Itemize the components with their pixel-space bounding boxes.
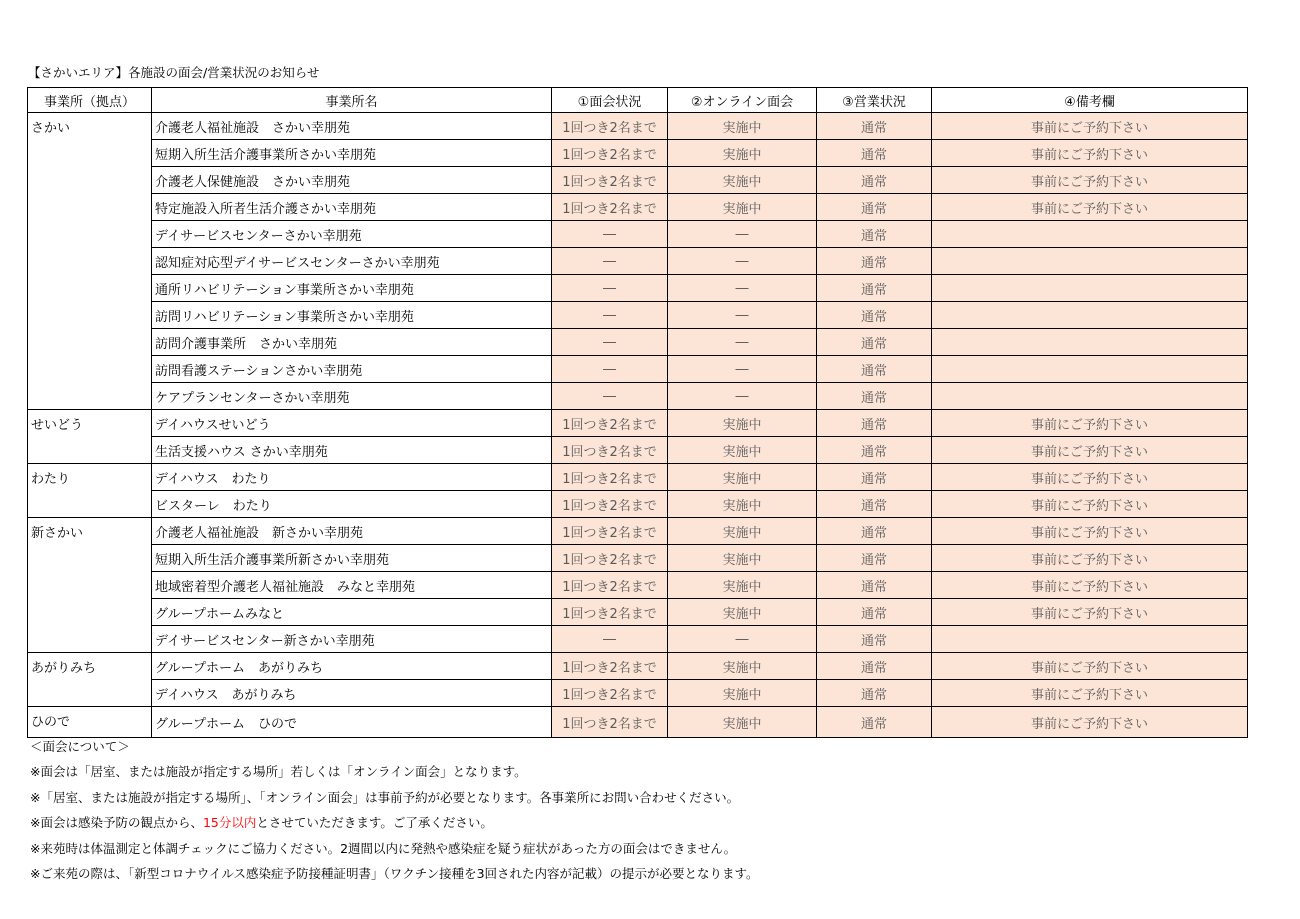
remarks-cell bbox=[932, 329, 1248, 356]
business-status-cell: 通常 bbox=[817, 545, 932, 572]
business-status-cell: 通常 bbox=[817, 383, 932, 410]
business-status-cell: 通常 bbox=[817, 248, 932, 275]
table-row bbox=[28, 491, 1248, 518]
business-status-cell: 通常 bbox=[817, 113, 932, 140]
remarks-cell bbox=[932, 248, 1248, 275]
table-row bbox=[28, 248, 1248, 275]
facility-name-cell: 介護老人保健施設 さかい幸朋苑 bbox=[152, 167, 552, 194]
online-visit-cell: 実施中 bbox=[668, 437, 817, 464]
table-row bbox=[28, 599, 1248, 626]
facility-name-cell: デイサービスセンターさかい幸朋苑 bbox=[152, 221, 552, 248]
facility-name-cell: 訪問看護ステーションさかい幸朋苑 bbox=[152, 356, 552, 383]
facility-name-cell: 短期入所生活介護事業所さかい幸朋苑 bbox=[152, 140, 552, 167]
business-status-cell: 通常 bbox=[817, 572, 932, 599]
online-visit-cell: ― bbox=[668, 356, 817, 383]
remarks-cell: 事前にご予約下さい bbox=[932, 680, 1248, 707]
remarks-cell: 事前にご予約下さい bbox=[932, 545, 1248, 572]
online-visit-cell: ― bbox=[668, 275, 817, 302]
visit-status-cell: 1回つき2名まで bbox=[552, 140, 668, 167]
online-visit-cell: ― bbox=[668, 248, 817, 275]
visit-status-cell: ― bbox=[552, 356, 668, 383]
table-row bbox=[28, 221, 1248, 248]
table-body bbox=[28, 113, 1248, 738]
business-status-cell: 通常 bbox=[817, 464, 932, 491]
remarks-cell: 事前にご予約下さい bbox=[932, 194, 1248, 221]
online-visit-cell: ― bbox=[668, 302, 817, 329]
note-line: ※「居室、または施設が指定する場所」、「オンライン面会」は事前予約が必要となります。各事業所にお問い合わせください。 bbox=[30, 789, 740, 805]
visit-status-cell: ― bbox=[552, 275, 668, 302]
header-visit: ①面会状況 bbox=[552, 88, 668, 113]
visit-status-cell: ― bbox=[552, 329, 668, 356]
office-cell: ひので bbox=[28, 707, 152, 738]
business-status-cell: 通常 bbox=[817, 437, 932, 464]
online-visit-cell: 実施中 bbox=[668, 707, 817, 738]
office-cell: あがりみち bbox=[28, 653, 152, 707]
online-visit-cell: 実施中 bbox=[668, 140, 817, 167]
remarks-cell: 事前にご予約下さい bbox=[932, 410, 1248, 437]
table-row bbox=[28, 167, 1248, 194]
table-row bbox=[28, 545, 1248, 572]
business-status-cell: 通常 bbox=[817, 491, 932, 518]
online-visit-cell: 実施中 bbox=[668, 572, 817, 599]
facility-name-cell: 介護老人福祉施設 新さかい幸朋苑 bbox=[152, 518, 552, 545]
remarks-cell bbox=[932, 221, 1248, 248]
facility-name-cell: 地域密着型介護老人福祉施設 みなと幸朋苑 bbox=[152, 572, 552, 599]
online-visit-cell: 実施中 bbox=[668, 410, 817, 437]
remarks-cell: 事前にご予約下さい bbox=[932, 707, 1248, 738]
note-text: とさせていただきます。ご了承ください。 bbox=[256, 815, 493, 831]
visit-status-cell: 1回つき2名まで bbox=[552, 680, 668, 707]
visit-status-cell: 1回つき2名まで bbox=[552, 491, 668, 518]
facility-name-cell: 介護老人福祉施設 さかい幸朋苑 bbox=[152, 113, 552, 140]
remarks-cell bbox=[932, 626, 1248, 653]
table-row bbox=[28, 437, 1248, 464]
facility-name-cell: デイハウス わたり bbox=[152, 464, 552, 491]
online-visit-cell: 実施中 bbox=[668, 653, 817, 680]
office-cell: せいどう bbox=[28, 410, 152, 464]
remarks-cell bbox=[932, 302, 1248, 329]
online-visit-cell: 実施中 bbox=[668, 518, 817, 545]
remarks-cell: 事前にご予約下さい bbox=[932, 140, 1248, 167]
online-visit-cell: 実施中 bbox=[668, 599, 817, 626]
remarks-cell: 事前にご予約下さい bbox=[932, 437, 1248, 464]
note-line: ※来苑時は体温測定と体調チェックにご協力ください。2週間以内に発熱や感染症を疑う症状があった方の面会はできません。 bbox=[30, 840, 737, 856]
header-business: ③営業状況 bbox=[817, 88, 932, 113]
remarks-cell: 事前にご予約下さい bbox=[932, 653, 1248, 680]
note-line: ※面会は「居室、または施設が指定する場所」若しくは「オンライン面会」となります。 bbox=[30, 764, 527, 780]
online-visit-cell: 実施中 bbox=[668, 194, 817, 221]
visit-status-cell: 1回つき2名まで bbox=[552, 518, 668, 545]
note-line bbox=[30, 813, 759, 838]
business-status-cell: 通常 bbox=[817, 680, 932, 707]
facility-name-cell: ケアプランセンターさかい幸朋苑 bbox=[152, 383, 552, 410]
business-status-cell: 通常 bbox=[817, 599, 932, 626]
business-status-cell: 通常 bbox=[817, 653, 932, 680]
facility-name-cell: ビスターレ わたり bbox=[152, 491, 552, 518]
visit-status-cell: ― bbox=[552, 383, 668, 410]
notes-heading: ＜面会について＞ bbox=[30, 739, 130, 754]
header-remarks: ④備考欄 bbox=[932, 88, 1248, 113]
online-visit-cell: 実施中 bbox=[668, 680, 817, 707]
remarks-cell bbox=[932, 383, 1248, 410]
header-online: ②オンライン面会 bbox=[668, 88, 817, 113]
business-status-cell: 通常 bbox=[817, 410, 932, 437]
remarks-cell bbox=[932, 356, 1248, 383]
business-status-cell: 通常 bbox=[817, 356, 932, 383]
facility-name-cell: デイハウス あがりみち bbox=[152, 680, 552, 707]
business-status-cell: 通常 bbox=[817, 167, 932, 194]
office-cell: 新さかい bbox=[28, 518, 152, 653]
online-visit-cell: 実施中 bbox=[668, 167, 817, 194]
table-row bbox=[28, 329, 1248, 356]
header-facility: 事業所名 bbox=[152, 88, 552, 113]
visit-status-cell: 1回つき2名まで bbox=[552, 599, 668, 626]
facility-name-cell: 訪問リハビリテーション事業所さかい幸朋苑 bbox=[152, 302, 552, 329]
table-row bbox=[28, 680, 1248, 707]
remarks-cell bbox=[932, 275, 1248, 302]
online-visit-cell: ― bbox=[668, 626, 817, 653]
office-cell: わたり bbox=[28, 464, 152, 518]
business-status-cell: 通常 bbox=[817, 707, 932, 738]
business-status-cell: 通常 bbox=[817, 221, 932, 248]
table-row bbox=[28, 194, 1248, 221]
table-row bbox=[28, 518, 1248, 545]
facility-name-cell: 生活支援ハウス さかい幸朋苑 bbox=[152, 437, 552, 464]
facility-name-cell: 訪問介護事業所 さかい幸朋苑 bbox=[152, 329, 552, 356]
business-status-cell: 通常 bbox=[817, 329, 932, 356]
visit-status-cell: 1回つき2名まで bbox=[552, 113, 668, 140]
business-status-cell: 通常 bbox=[817, 275, 932, 302]
online-visit-cell: 実施中 bbox=[668, 545, 817, 572]
visit-status-cell: 1回つき2名まで bbox=[552, 194, 668, 221]
remarks-cell: 事前にご予約下さい bbox=[932, 464, 1248, 491]
table-row bbox=[28, 410, 1248, 437]
visit-status-cell: ― bbox=[552, 626, 668, 653]
business-status-cell: 通常 bbox=[817, 140, 932, 167]
visit-status-cell: 1回つき2名まで bbox=[552, 464, 668, 491]
facility-name-cell: デイハウスせいどう bbox=[152, 410, 552, 437]
visit-status-cell: 1回つき2名まで bbox=[552, 572, 668, 599]
office-cell: さかい bbox=[28, 113, 152, 410]
facility-name-cell: グループホーム あがりみち bbox=[152, 653, 552, 680]
visit-status-cell: 1回つき2名まで bbox=[552, 545, 668, 572]
table-row bbox=[28, 626, 1248, 653]
visit-status-cell: ― bbox=[552, 248, 668, 275]
visit-status-cell: 1回つき2名まで bbox=[552, 410, 668, 437]
facility-name-cell: 特定施設入所者生活介護さかい幸朋苑 bbox=[152, 194, 552, 221]
online-visit-cell: ― bbox=[668, 329, 817, 356]
visit-status-cell: ― bbox=[552, 302, 668, 329]
facility-name-cell: グループホーム ひので bbox=[152, 707, 552, 738]
facility-name-cell: デイサービスセンター新さかい幸朋苑 bbox=[152, 626, 552, 653]
table-row bbox=[28, 275, 1248, 302]
visit-status-cell: ― bbox=[552, 221, 668, 248]
table-row bbox=[28, 302, 1248, 329]
business-status-cell: 通常 bbox=[817, 302, 932, 329]
online-visit-cell: 実施中 bbox=[668, 491, 817, 518]
table-row bbox=[28, 356, 1248, 383]
remarks-cell: 事前にご予約下さい bbox=[932, 491, 1248, 518]
online-visit-cell: 実施中 bbox=[668, 113, 817, 140]
facility-status-table bbox=[27, 87, 1248, 738]
visit-status-cell: 1回つき2名まで bbox=[552, 437, 668, 464]
note-highlight: 15分以内 bbox=[202, 815, 257, 831]
remarks-cell: 事前にご予約下さい bbox=[932, 572, 1248, 599]
table-row bbox=[28, 140, 1248, 167]
visit-status-cell: 1回つき2名まで bbox=[552, 653, 668, 680]
facility-name-cell: 通所リハビリテーション事業所さかい幸朋苑 bbox=[152, 275, 552, 302]
facility-name-cell: 認知症対応型デイサービスセンターさかい幸朋苑 bbox=[152, 248, 552, 275]
online-visit-cell: ― bbox=[668, 383, 817, 410]
business-status-cell: 通常 bbox=[817, 194, 932, 221]
notes-section bbox=[30, 737, 759, 889]
note-line: ※ご来苑の際は、「新型コロナウイルス感染症予防接種証明書」（ワクチン接種を3回された内容が記載）の提示が必要となります。 bbox=[30, 865, 759, 881]
business-status-cell: 通常 bbox=[817, 518, 932, 545]
remarks-cell: 事前にご予約下さい bbox=[932, 518, 1248, 545]
table-row bbox=[28, 707, 1248, 738]
note-text: ※面会は感染予防の観点から、 bbox=[30, 815, 203, 831]
table-row bbox=[28, 383, 1248, 410]
table-row bbox=[28, 113, 1248, 140]
remarks-cell: 事前にご予約下さい bbox=[932, 167, 1248, 194]
table-row bbox=[28, 464, 1248, 491]
business-status-cell: 通常 bbox=[817, 626, 932, 653]
facility-name-cell: 短期入所生活介護事業所新さかい幸朋苑 bbox=[152, 545, 552, 572]
online-visit-cell: ― bbox=[668, 221, 817, 248]
table-row bbox=[28, 653, 1248, 680]
visit-status-cell: 1回つき2名まで bbox=[552, 707, 668, 738]
page-title: 【さかいエリア】各施設の面会/営業状況のお知らせ bbox=[28, 65, 320, 80]
header-office: 事業所（拠点） bbox=[28, 88, 152, 113]
remarks-cell: 事前にご予約下さい bbox=[932, 113, 1248, 140]
facility-name-cell: グループホームみなと bbox=[152, 599, 552, 626]
visit-status-cell: 1回つき2名まで bbox=[552, 167, 668, 194]
table-header-row bbox=[28, 88, 1248, 113]
online-visit-cell: 実施中 bbox=[668, 464, 817, 491]
remarks-cell: 事前にご予約下さい bbox=[932, 599, 1248, 626]
table-row bbox=[28, 572, 1248, 599]
